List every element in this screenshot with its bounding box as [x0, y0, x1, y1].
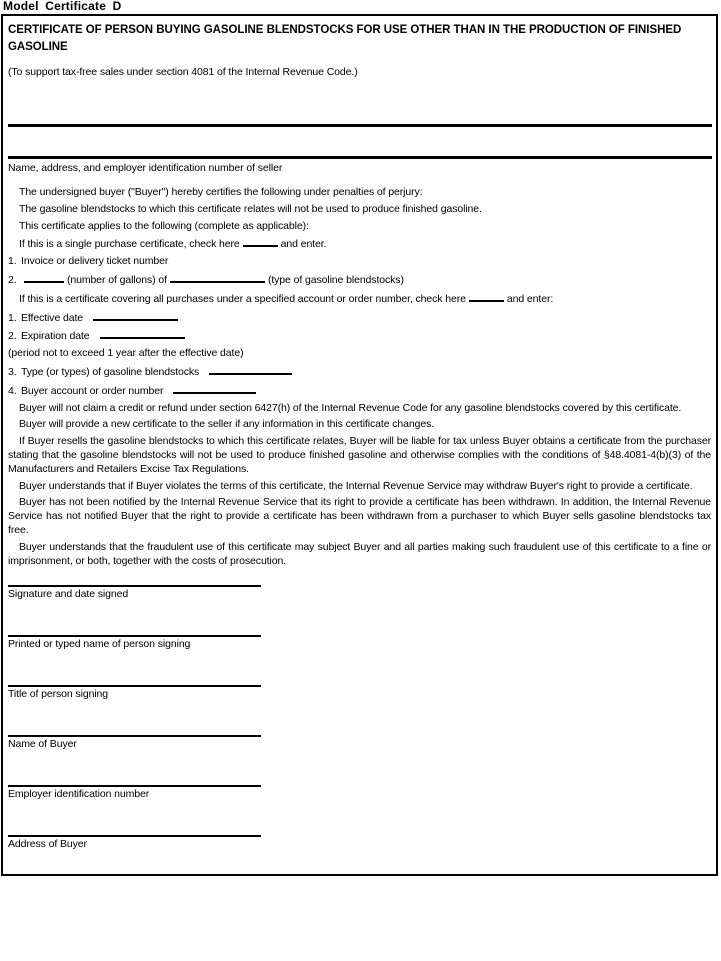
item2-number: 2. — [8, 273, 17, 286]
period-note: (period not to exceed 1 year after the effective date) — [8, 347, 244, 360]
gallons-label: (number of gallons) of — [67, 273, 167, 286]
buyer-name-label: Name of Buyer — [8, 738, 77, 751]
statement-credit: Buyer will not claim a credit or refund under section 6427(h) of the Internal Revenue Code for any gasoline blendstocks covered by this certificate. — [19, 401, 682, 414]
statement-not-notified: Buyer has not been notified by the Internal Revenue Service that its right to provide a certificate has been withdrawn. In addition, the Internal Revenue Service has not notified Buyer that the right to provide a certificate has been withdrawn from a purchaser to which Buyer sells gasoline blendstocks tax free. — [8, 496, 711, 536]
statement-new-certificate: Buyer will provide a new certificate to the seller if any information in this certificate changes. — [19, 418, 435, 431]
buyer-name-entry — [8, 735, 711, 751]
expiration-date-number: 2. — [8, 330, 17, 343]
statement-not-used: The gasoline blendstocks to which this certificate relates will not be used to produce finished gasoline. — [19, 202, 482, 215]
signature-section — [8, 585, 711, 851]
single-purchase-suffix: and enter. — [280, 238, 327, 251]
item1-number: 1. — [8, 255, 17, 268]
certificate-subtitle: (To support tax-free sales under section 4081 of the Internal Revenue Code.) — [8, 66, 358, 78]
blendstock-type-inline-label: (type of gasoline blendstocks) — [267, 273, 404, 286]
page-title: Model Certificate D — [3, 0, 122, 13]
blendstock-types-number: 3. — [8, 365, 17, 378]
statement-fraud: Buyer understands that the fraudulent use of this certificate may subject Buyer and all parties making such fraudulent use of this certificate to a fine or imprisonment, or both, together with the costs of prosecution. — [8, 540, 711, 567]
invoice-number-line — [8, 255, 711, 269]
account-number-label: Buyer account or order number — [21, 384, 164, 397]
single-purchase-check-blank[interactable] — [243, 236, 278, 247]
effective-date-blank[interactable] — [93, 310, 178, 321]
buyer-address-entry — [8, 835, 711, 851]
certificate-title: CERTIFICATE OF PERSON BUYING GASOLINE BLENDSTOCKS FOR USE OTHER THAN IN THE PRODUCTION OF FINISHED GASOLINE — [8, 24, 682, 53]
ein-label: Employer identification number — [8, 788, 150, 801]
single-purchase-text: If this is a single purchase certificate, check here — [19, 238, 240, 251]
account-number-blank[interactable] — [173, 383, 256, 394]
statement-applies: This certificate applies to the following (complete as applicable): — [19, 219, 309, 232]
printed-name-label: Printed or typed name of person signing — [8, 638, 191, 651]
expiration-date-label: Expiration date — [21, 330, 90, 343]
effective-date-line — [8, 310, 711, 326]
statement-resell: If Buyer resells the gasoline blendstocks to which this certificate relates, Buyer will be liable for tax unless Buyer obtains a certificate from the purchaser stating that the gasoline blendstocks will not be used to produce finished gasoline and otherwise complies with the conditions of §48.4081-4(b)(3) of the Manufacturers and Retailers Excise Tax Regulations. — [8, 435, 711, 475]
signature-label: Signature and date signed — [8, 588, 129, 601]
blendstock-type-inline-blank[interactable] — [170, 272, 265, 283]
expiration-date-blank[interactable] — [100, 328, 185, 339]
blendstock-types-line — [8, 364, 711, 380]
account-number-number: 4. — [8, 384, 17, 397]
blendstock-types-label: Type (or types) of gasoline blendstocks — [21, 365, 200, 378]
title-label: Title of person signing — [8, 688, 109, 701]
covering-check-blank[interactable] — [469, 291, 504, 302]
buyer-address-label: Address of Buyer — [8, 838, 87, 851]
seller-info-line-1[interactable] — [8, 124, 712, 127]
expiration-date-line — [8, 328, 711, 344]
gallons-line — [8, 272, 711, 288]
invoice-number-label: Invoice or delivery ticket number — [21, 255, 169, 268]
statement-withdraw: Buyer understands that if Buyer violates the terms of this certificate, the Internal Revenue Service may withdraw Buyer's right to provide a certificate. — [19, 479, 693, 492]
certificate-body — [8, 186, 711, 568]
single-purchase-line — [8, 236, 711, 252]
statement-perjury: The undersigned buyer ("Buyer") hereby certifies the following under penalties of perjury: — [19, 186, 423, 198]
covering-text: If this is a certificate covering all purchases under a specified account or order number, check here — [19, 292, 466, 305]
title-entry — [8, 685, 711, 701]
ein-entry — [8, 785, 711, 801]
blendstock-types-blank[interactable] — [209, 364, 292, 375]
account-number-line — [8, 383, 711, 399]
seller-info-label: Name, address, and employer identification number of seller — [8, 162, 283, 174]
certificate-box — [1, 14, 718, 876]
printed-name-entry — [8, 635, 711, 651]
signature-entry — [8, 585, 711, 601]
covering-line — [8, 291, 711, 307]
seller-info-line-2[interactable] — [8, 156, 712, 159]
covering-suffix: and enter: — [506, 292, 554, 305]
effective-date-number: 1. — [8, 311, 17, 324]
effective-date-label: Effective date — [21, 311, 84, 324]
gallons-blank[interactable] — [24, 272, 64, 283]
